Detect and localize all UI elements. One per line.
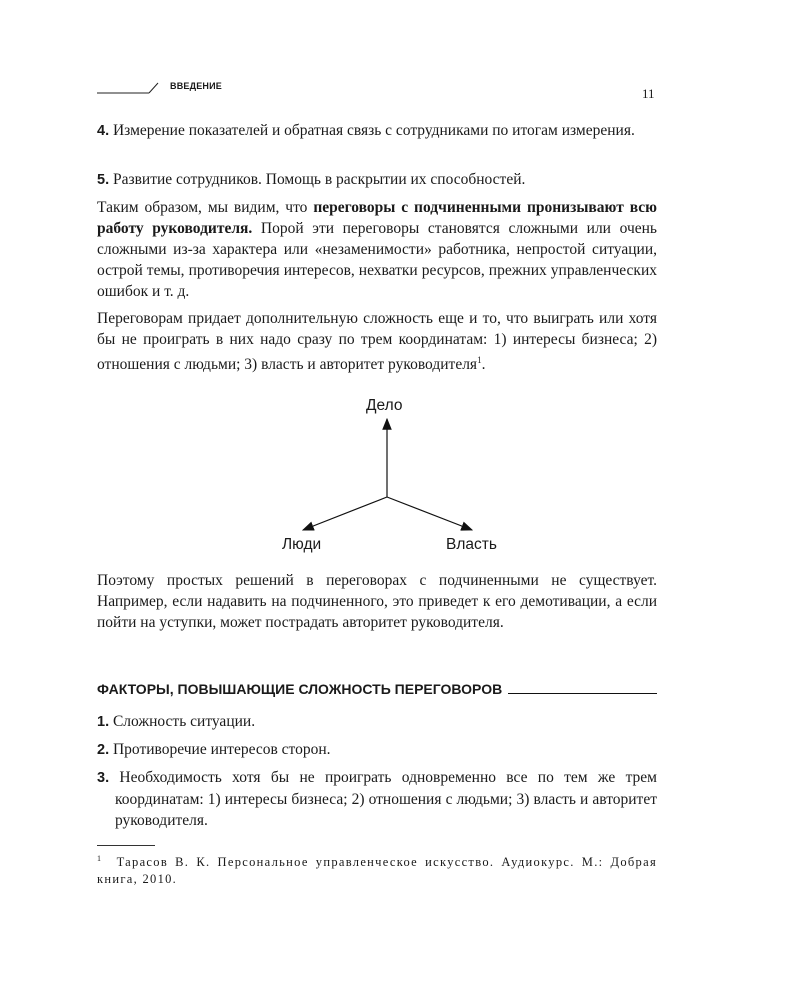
- list-item: [97, 739, 657, 761]
- list-text: Измерение показателей и обратная связь с сотрудниками по итогам измерения.: [112, 122, 635, 139]
- diagram-label-top: Дело: [366, 397, 403, 414]
- list-text: Сложность ситуации.: [112, 713, 256, 730]
- three-axis-diagram: [280, 395, 520, 555]
- list-item: [97, 120, 657, 142]
- footnote-separator: [97, 845, 155, 846]
- footnote: [97, 850, 657, 888]
- list-number: 4.: [97, 123, 110, 139]
- running-header: ВВЕДЕНИЕ: [170, 81, 222, 91]
- footnote-marker: 1: [97, 854, 103, 863]
- heading-rule: [508, 693, 657, 694]
- header-rule-decoration: [97, 80, 162, 96]
- list-number: 3.: [97, 770, 110, 786]
- footnote-ref: 1: [477, 355, 482, 365]
- list-text: Необходимость хотя бы не проиграть одновременно все по тем же трем координатам: 1) интересы бизнеса; 2) отношения с людьми; 3) власть и авторитет руководителя.: [115, 769, 657, 829]
- list-item: [97, 169, 657, 191]
- diagram-label-right: Власть: [446, 536, 497, 553]
- paragraph: Таким образом, мы видим, что переговоры с подчиненными пронизывают всю работу руководителя. Порой эти переговоры становятся сложными или очень сложными из-за характера или «незаменимости» работника, непростой ситуации, острой темы, противоречия интересов, нехватки ресурсов, прежних управленческих ошибок и т. д.: [97, 199, 657, 300]
- paragraph: Переговорам придает дополнительную сложность еще и то, что выиграть или хотя бы не проиграть в них надо сразу по трем координатам: 1) интересы бизнеса; 2) отношения с людьми; 3) власть и авторитет руководителя$^1$.: [97, 310, 657, 374]
- section-heading-row: [97, 681, 657, 697]
- list-number: 2.: [97, 742, 110, 758]
- list-number: 1.: [97, 714, 110, 730]
- list-item: [97, 711, 657, 733]
- bold-emphasis: переговоры с подчиненными пронизывают всю работу руководителя.: [97, 199, 657, 237]
- axis-right: [387, 497, 472, 530]
- section-heading: ФАКТОРЫ, ПОВЫШАЮЩИЕ СЛОЖНОСТЬ ПЕРЕГОВОРОВ: [97, 681, 503, 697]
- list-text: Противоречие интересов сторон.: [112, 741, 331, 758]
- list-item: [97, 767, 657, 831]
- diagram-label-left: Люди: [282, 536, 322, 553]
- axis-left: [303, 497, 387, 530]
- list-text: Развитие сотрудников. Помощь в раскрытии их способностей.: [112, 171, 526, 188]
- paragraph: Поэтому простых решений в переговорах с подчиненными не существует. Например, если надавить на подчиненного, это приведет к его демотивации, а если пойти на уступки, может пострадать авторитет руководителя.: [97, 572, 657, 631]
- list-number: 5.: [97, 172, 110, 188]
- page-number: 11: [642, 86, 655, 101]
- footnote-text: Тарасов В. К. Персональное управленческое искусство. Аудиокурс. М.: Добрая книга, 2010.: [97, 855, 657, 887]
